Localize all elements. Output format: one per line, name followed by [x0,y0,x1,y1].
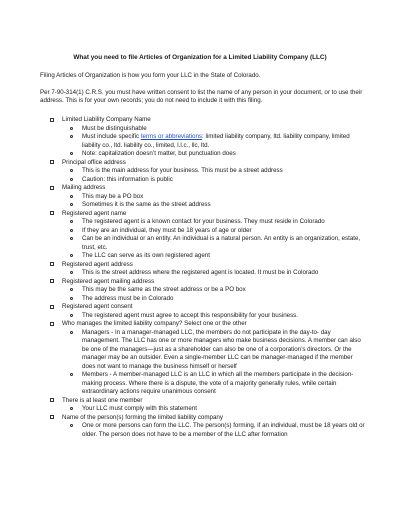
circle-bullet-icon [70,407,73,410]
statute-paragraph: Per 7-90-314(1) C.R.S. you must have written consent to list the name of any person in your document, or to use their address. This is for your own records; you do not need to include it with this filing. [40,89,363,105]
circle-bullet-icon [70,169,73,172]
subitem-text: The LLC can serve as its own registered agent [82,252,210,259]
subitem-text: Members - A member-managed LLC is an LLC in which all the members participate in the decision-making process. Where there is a dispute, the vote of a majority generally rules, while certain extraordinary actions require unanimous consent [82,371,354,395]
circle-bullet-icon [70,195,73,198]
subitem-text: Caution: this information is public [82,175,173,183]
subitem-text: This is the street address where the registered agent is located. It must be in Colorado [82,269,319,276]
checkbox-icon[interactable] [50,211,54,215]
checklist-subitem [48,167,366,176]
checkbox-icon[interactable] [50,262,54,266]
checklist-item [48,414,366,423]
checklist-item [48,159,366,168]
subitem-text: Sometimes it is the same as the street address [82,201,211,208]
checklist-item [48,184,366,193]
checklist-subitem [48,133,366,150]
checklist-item-label: Who manages the limited liability company? Select one or the other [62,320,247,327]
subitem-text: Must be distinguishable [82,124,147,132]
checkbox-icon[interactable] [50,160,54,164]
checkbox-icon[interactable] [50,279,54,283]
circle-bullet-icon [70,424,73,427]
checklist-subitem [48,269,366,278]
subitem-text: Your LLC must comply with this statement [82,405,197,412]
checklist-subitem [48,150,366,159]
checklist-subitem [48,235,366,252]
checkbox-icon[interactable] [50,415,54,419]
subitem-text: If they are an individual, they must be 18 years of age or older [82,226,252,234]
checklist-item [48,303,366,312]
checklist-item [48,278,366,287]
circle-bullet-icon [70,254,73,257]
checklist-subitem [48,176,366,185]
checklist-subitem [48,193,366,202]
circle-bullet-icon [70,135,73,138]
subitem-text: This may be a PO box [82,192,144,200]
checklist-subitem [48,227,366,236]
checklist-item [48,261,366,270]
circle-bullet-icon [70,314,73,317]
circle-bullet-icon [70,152,73,155]
checklist-item-label: Registered agent mailing address [62,277,155,285]
circle-bullet-icon [70,288,73,291]
checklist-subitem [48,201,366,210]
page-title: What you need to file Articles of Organization for a Limited Liability Company (LLC) [73,54,327,61]
subitem-text: : limited liability company, ltd. liability company, limited liability co., ltd. liability co., limited, l.l.c., llc, ltd. [82,133,350,149]
subitem-text: Must include specific [82,133,141,140]
checklist-subitem [48,371,366,397]
checklist-subitem [48,252,366,261]
checklist-subitem [48,295,366,304]
circle-bullet-icon [70,237,73,240]
checklist-item [48,210,366,219]
subitem-text: The registered agent is a known contact for your business. They must reside in Colorado [82,218,325,225]
checklist-subitem [48,286,366,295]
checklist-item-label: Registered agent name [62,209,127,217]
subitem-text: The address must be in Colorado [82,294,174,302]
checkbox-icon[interactable] [50,186,54,190]
circle-bullet-icon [70,203,73,206]
checklist-subitem [48,125,366,134]
circle-bullet-icon [70,178,73,181]
checkbox-icon[interactable] [50,322,54,326]
circle-bullet-icon [70,220,73,223]
checklist [48,116,366,439]
circle-bullet-icon [70,373,73,376]
checklist-item-label: Mailing address [62,184,106,191]
checklist-item-label: There is at least one member [62,396,143,404]
circle-bullet-icon [70,271,73,274]
intro-paragraph: Filing Articles of Organization is how you form your LLC in the State of Colorado. [40,72,261,79]
checklist-item [48,397,366,406]
checkbox-icon[interactable] [50,305,54,309]
circle-bullet-icon [70,331,73,334]
checklist-subitem [48,218,366,227]
checkbox-icon[interactable] [50,118,54,122]
checklist-item-label: Name of the person(s) forming the limited liability company [62,413,223,421]
subitem-text: Managers - In a manager-managed LLC, the members do not participate in the day-to- day management. The LLC has one or more managers who make business decisions. A member can also be one of the managers—just as a shareholder can also be one of a corporation’s directors. Or the manager may be an outsider. Even a single-member LLC can be manager-managed if the member does not want to manage the business himself or herself [82,328,361,370]
subitem-text: One or more persons can form the LLC. The person(s) forming, if an individual, must be 18 years old or older. The person does not have to be a member of the LLC after formation [82,422,365,438]
checkbox-icon[interactable] [50,398,54,402]
checklist-item [48,116,366,125]
checklist-subitem [48,422,366,439]
checklist-item-label: Limited Liability Company Name [62,116,151,123]
circle-bullet-icon [70,297,73,300]
checklist-subitem [48,405,366,414]
subitem-text: Can be an individual or an entity. An individual is a natural person. An entity is an organization, estate, trust, etc. [82,235,361,251]
subitem-text: This may be the same as the street address or be a PO box [82,286,246,293]
checklist-subitem [48,329,366,372]
subitem-text: This is the main address for your business. This must be a street address [82,167,283,174]
circle-bullet-icon [70,127,73,130]
checklist-item-label: Principal office address [62,158,126,166]
terms-abbreviations-link[interactable]: terms or abbreviations [140,133,203,140]
checklist-item-label: Registered agent consent [62,303,133,310]
checklist-item-label: Registered agent address [62,260,133,268]
checklist-subitem [48,312,366,321]
circle-bullet-icon [70,229,73,232]
subitem-text: The registered agent must agree to accept this responsibility for your business. [82,311,298,319]
subitem-text: Note: capitalization doesn’t matter, but punctuation does [82,150,236,157]
checklist-item [48,320,366,329]
